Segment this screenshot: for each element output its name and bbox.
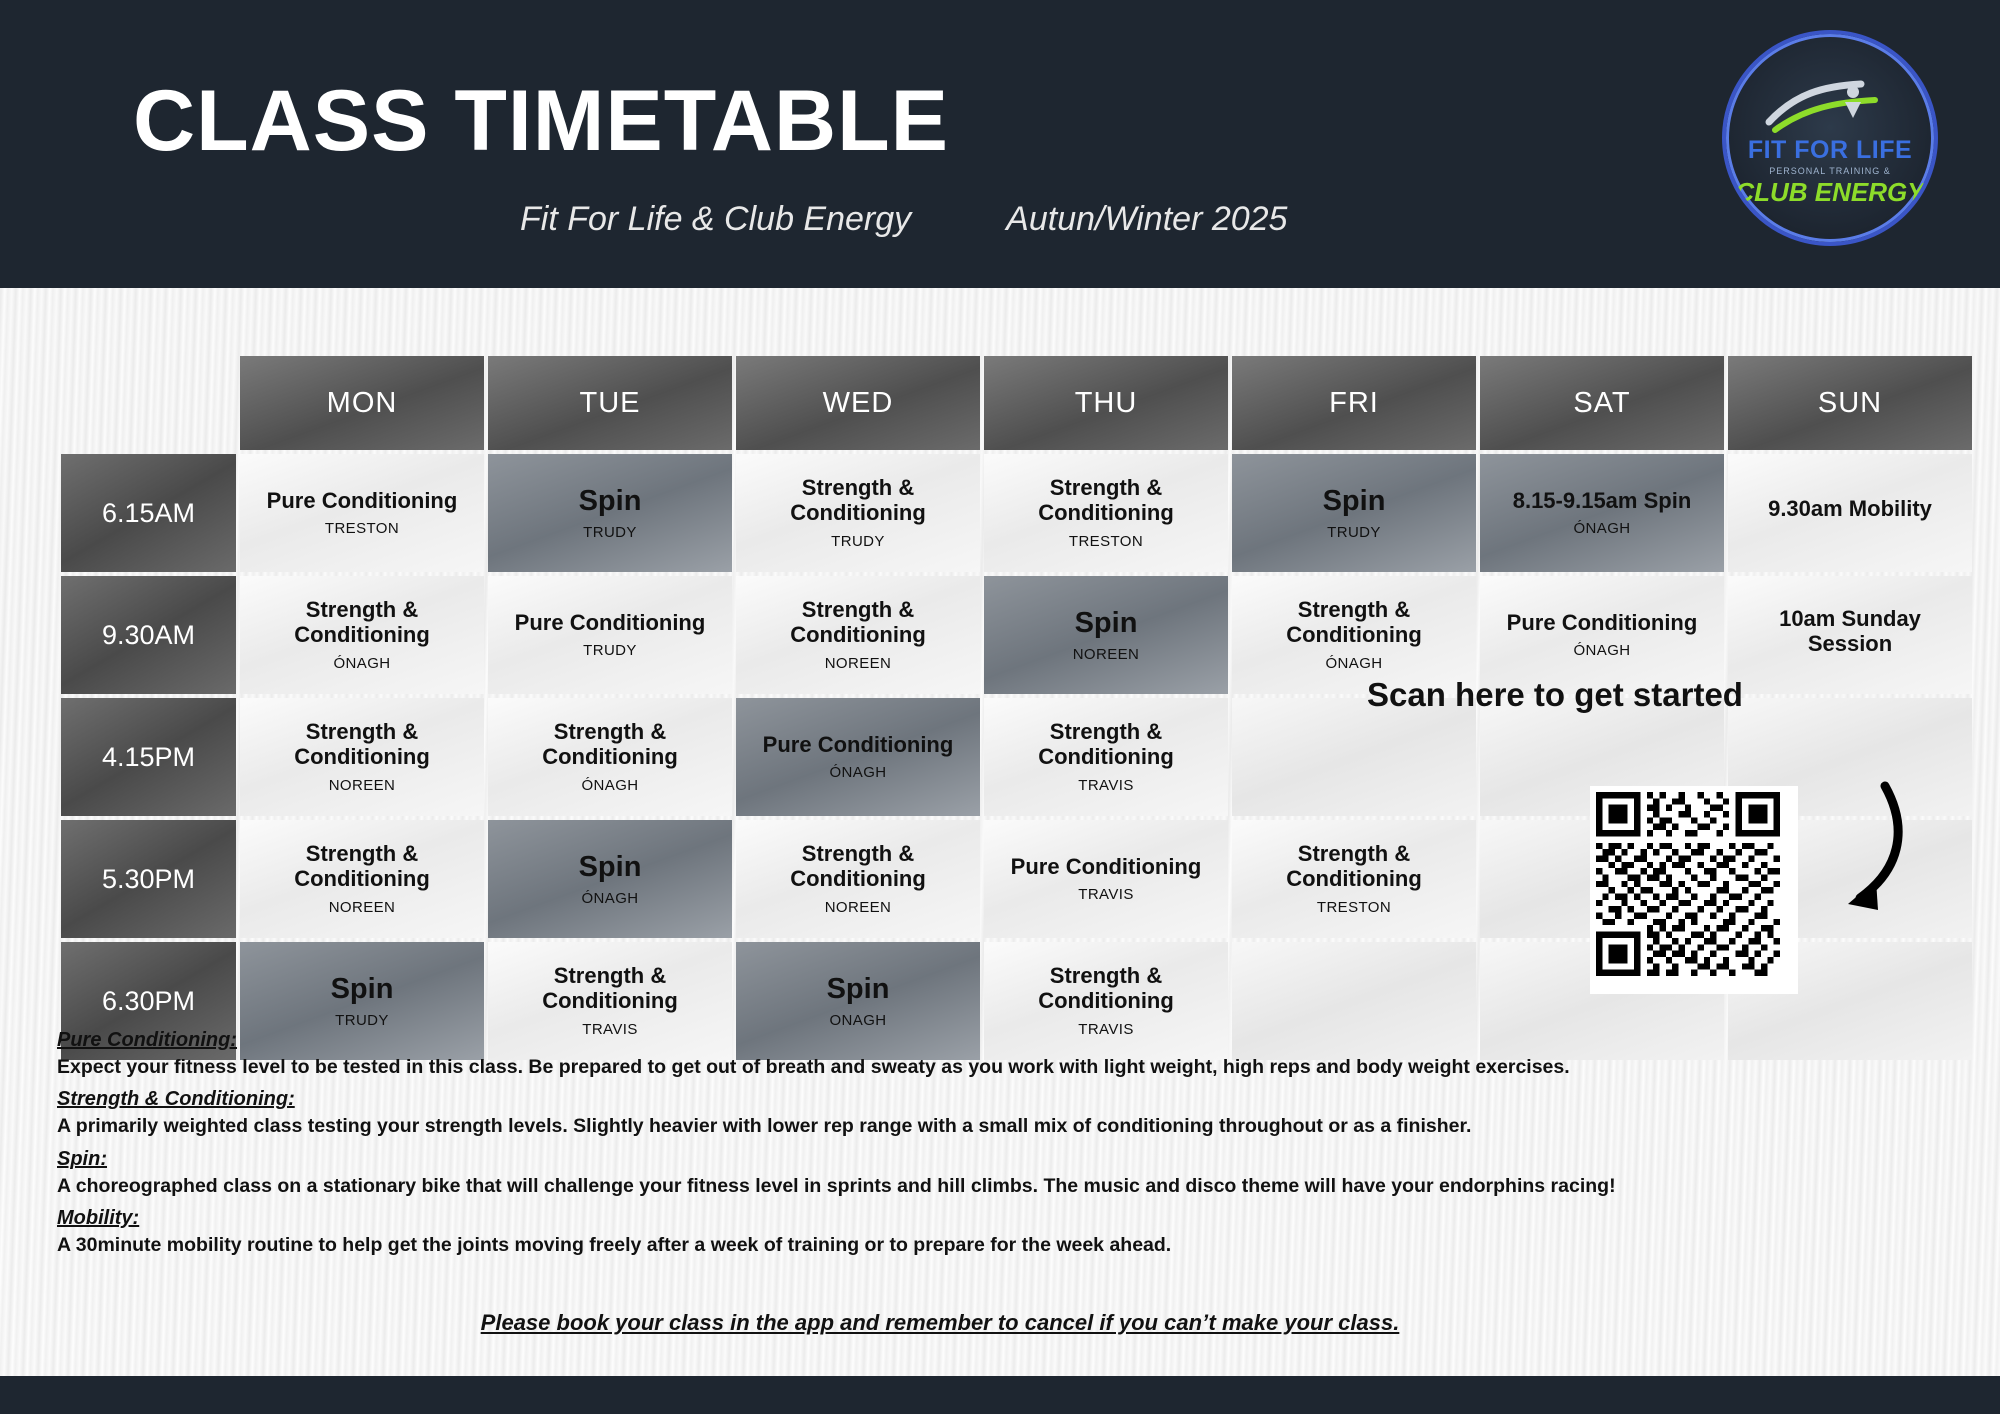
class-name: Spin [826, 972, 890, 1005]
class-coach: TRUDY [335, 1012, 389, 1030]
desc-term-pure-conditioning: Pure Conditioning: [57, 1029, 237, 1051]
class-coach: NOREEN [328, 776, 396, 794]
booking-note: Please book your class in the app and remember to cancel if you can’t make your class. [480, 1310, 1400, 1335]
day-header-sat: SAT [1480, 356, 1724, 450]
logo-line-1: FIT FOR LIFE [1747, 135, 1913, 164]
class-cell-empty [1728, 698, 1972, 816]
timetable-row [61, 576, 1972, 694]
class-cell[interactable] [736, 454, 980, 572]
class-descriptions [57, 1020, 1937, 1258]
class-cell-empty [1232, 698, 1476, 816]
class-name: Spin [1322, 484, 1386, 517]
time-label: 6.30PM [61, 942, 236, 1060]
desc-body-pure-conditioning: Expect your fitness level to be tested in this class. Be prepared to get out of breath and sweaty as you work with light weight, high reps and body weight exercises. [57, 1056, 1570, 1078]
class-coach: ONAGH [829, 1012, 887, 1030]
class-coach: TRAVIS [1078, 776, 1134, 794]
class-cell-empty [1480, 698, 1724, 816]
logo-line-3: CLUB ENERGY [1735, 176, 1925, 207]
class-cell[interactable] [1232, 820, 1476, 938]
class-cell[interactable] [1728, 576, 1972, 694]
class-coach: ÓNAGH [829, 764, 887, 782]
class-cell[interactable] [240, 698, 484, 816]
desc-body-mobility: A 30minute mobility routine to help get the joints moving freely after a week of training or to prepare for the week ahead. [57, 1234, 1172, 1257]
class-coach: TRUDY [831, 532, 885, 550]
timetable-row [61, 454, 1972, 572]
logo-line-2: PERSONAL TRAINING & [1769, 165, 1891, 176]
class-name: Pure Conditioning [266, 487, 458, 513]
class-coach: NOREEN [824, 654, 892, 672]
desc-body-strength-conditioning: A primarily weighted class testing your strength levels. Slightly heavier with lower rep range with a small mix of conditioning throughout or as a finisher. [57, 1115, 1472, 1138]
page-title: CLASS TIMETABLE [133, 73, 950, 169]
class-cell[interactable] [736, 698, 980, 816]
class-cell-empty [1728, 820, 1972, 938]
class-coach: TRESTON [1068, 532, 1144, 550]
class-cell[interactable] [488, 454, 732, 572]
day-header-tue: TUE [488, 356, 732, 450]
timetable-row [61, 820, 1972, 938]
desc-term-spin: Spin: [57, 1147, 107, 1170]
poster-header [0, 0, 2000, 288]
class-name: Spin [330, 972, 394, 1005]
time-label: 4.15PM [61, 698, 236, 816]
class-name: Strength & Conditioning [1038, 963, 1174, 1013]
class-coach: ÓNAGH [581, 890, 639, 908]
time-label: 5.30PM [61, 820, 236, 938]
class-name: Spin [578, 484, 642, 517]
class-name: Strength & Conditioning [542, 963, 678, 1013]
desc-term-mobility: Mobility: [57, 1207, 140, 1230]
class-coach: TRESTON [324, 520, 400, 538]
class-name: 9.30am Mobility [1768, 496, 1932, 522]
class-coach: TRAVIS [582, 1020, 638, 1038]
class-cell[interactable] [488, 576, 732, 694]
class-name: Strength & Conditioning [790, 475, 926, 525]
class-cell[interactable] [488, 820, 732, 938]
scan-label: Scan here to get started [1367, 676, 1743, 713]
class-cell[interactable] [984, 454, 1228, 572]
class-cell[interactable] [984, 820, 1228, 938]
day-header-sun: SUN [1728, 356, 1972, 450]
class-coach: ÓNAGH [1325, 654, 1383, 672]
class-coach: TRESTON [1316, 898, 1392, 916]
day-header-thu: THU [984, 356, 1228, 450]
class-coach: ÓNAGH [1573, 520, 1631, 538]
class-name: Strength & Conditioning [790, 597, 926, 647]
class-cell[interactable] [240, 454, 484, 572]
class-cell[interactable] [1232, 576, 1476, 694]
day-header-wed: WED [736, 356, 980, 450]
class-cell[interactable] [1232, 454, 1476, 572]
class-cell[interactable] [984, 576, 1228, 694]
class-name: Pure Conditioning [762, 731, 954, 757]
class-coach: TRAVIS [1078, 886, 1134, 904]
class-cell-empty [1480, 820, 1724, 938]
class-cell[interactable] [1480, 454, 1724, 572]
time-label: 9.30AM [61, 576, 236, 694]
timetable-corner-cell [61, 356, 236, 450]
class-name: Pure Conditioning [514, 609, 706, 635]
class-coach: ÓNAGH [1573, 642, 1631, 660]
subtitle-season: Autun/Winter 2025 [1006, 200, 1288, 238]
timetable-header-row [61, 356, 1972, 450]
class-name: Strength & Conditioning [1286, 841, 1422, 891]
subtitle-brand: Fit For Life & Club Energy [520, 200, 912, 238]
class-cell[interactable] [736, 820, 980, 938]
class-coach: TRUDY [1327, 524, 1381, 542]
desc-term-strength-conditioning: Strength & Conditioning: [57, 1088, 295, 1111]
class-name: Strength & Conditioning [294, 719, 430, 769]
class-name: Strength & Conditioning [790, 841, 926, 891]
class-coach: ÓNAGH [581, 776, 639, 794]
desc-body-spin: A choreographed class on a stationary bike that will challenge your fitness level in sprints and hill climbs. The music and disco theme will have your endorphins racing! [57, 1174, 1616, 1197]
logo-figure-icon [1765, 78, 1895, 134]
class-name: Pure Conditioning [1010, 853, 1202, 879]
day-header-mon: MON [240, 356, 484, 450]
subtitle-row [520, 200, 1287, 239]
brand-logo [1722, 30, 1938, 246]
timetable-container [57, 352, 1957, 1064]
class-cell[interactable] [240, 820, 484, 938]
footer-bar [0, 1376, 2000, 1414]
class-coach: NOREEN [1072, 646, 1140, 664]
class-cell[interactable] [984, 698, 1228, 816]
class-name: 10am Sunday Session [1779, 605, 1921, 656]
class-cell[interactable] [488, 698, 732, 816]
class-coach: TRUDY [583, 642, 637, 660]
timetable-row [61, 698, 1972, 816]
class-timetable [57, 352, 1976, 1064]
class-coach: TRUDY [583, 524, 637, 542]
class-name: Strength & Conditioning [294, 841, 430, 891]
class-coach: ÓNAGH [333, 654, 391, 672]
class-name: 8.15-9.15am Spin [1512, 487, 1692, 513]
class-name: Strength & Conditioning [542, 719, 678, 769]
day-header-fri: FRI [1232, 356, 1476, 450]
class-name: Strength & Conditioning [1038, 719, 1174, 769]
class-cell[interactable] [1480, 576, 1724, 694]
class-name: Spin [1074, 606, 1138, 639]
class-cell[interactable] [736, 576, 980, 694]
class-name: Spin [578, 850, 642, 883]
class-name: Strength & Conditioning [294, 597, 430, 647]
class-name: Pure Conditioning [1506, 609, 1698, 635]
time-label: 6.15AM [61, 454, 236, 572]
class-name: Strength & Conditioning [1038, 475, 1174, 525]
class-coach: NOREEN [824, 898, 892, 916]
class-cell[interactable] [1728, 454, 1972, 572]
class-coach: NOREEN [328, 898, 396, 916]
class-cell[interactable] [240, 576, 484, 694]
class-name: Strength & Conditioning [1286, 597, 1422, 647]
class-coach: TRAVIS [1078, 1020, 1134, 1038]
